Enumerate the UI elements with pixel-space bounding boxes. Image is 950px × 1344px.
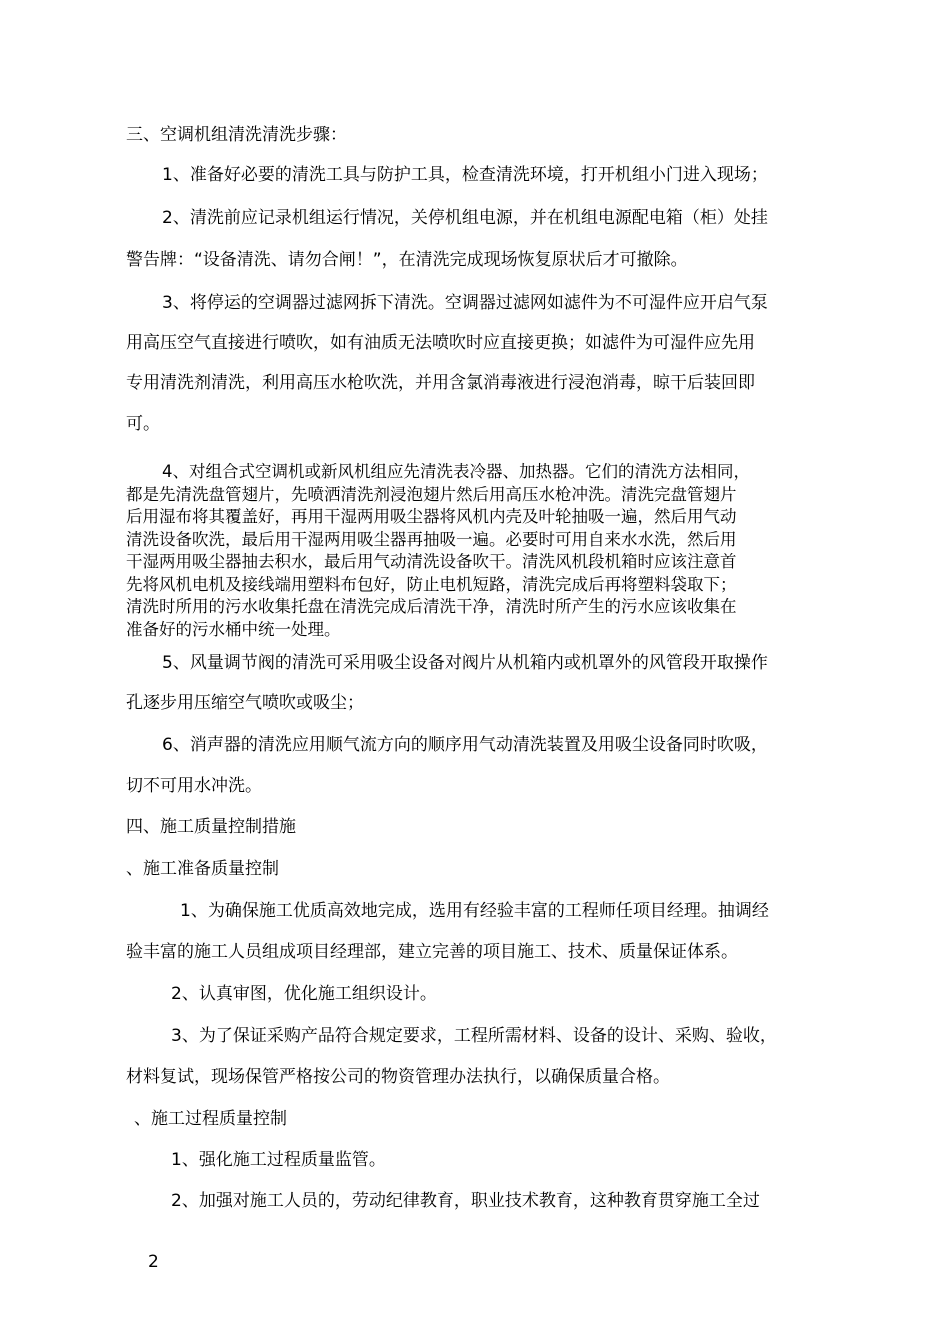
- paragraph-step-4-line-3: 后用湿布将其覆盖好，再用干湿两用吸尘器将风机内壳及叶轮抽吸一遍，然后用气动: [126, 507, 737, 526]
- paragraph-step-4-line-5: 干湿两用吸尘器抽去积水，最后用气动清洗设备吹干。清洗风机段机箱时应该注意首: [126, 552, 737, 571]
- paragraph-step-5-line-2: 孔逐步用压缩空气喷吹或吸尘；: [126, 693, 364, 713]
- paragraph-step-4-line-7: 清洗时所用的污水收集托盘在清洗完成后清洗干净，清洗时所产生的污水应该收集在: [126, 597, 737, 616]
- paragraph-step-1: 1、准备好必要的清洗工具与防护工具，检查清洗环境，打开机组小门进入现场；: [162, 165, 768, 185]
- subsection-heading-prep: 、施工准备质量控制: [126, 859, 279, 879]
- paragraph-item-3-line-2: 材料复试，现场保管严格按公司的物资管理办法执行，以确保质量合格。: [126, 1067, 670, 1087]
- paragraph-item-3-line-1: 3、为了保证采购产品符合规定要求，工程所需材料、设备的设计、采购、验收，: [171, 1026, 777, 1046]
- paragraph-step-4-line-4: 清洗设备吹洗，最后用干湿两用吸尘器再抽吸一遍。必要时可用自来水水洗，然后用: [126, 530, 737, 549]
- page-number: 2: [148, 1252, 159, 1272]
- paragraph-item-2: 2、认真审图，优化施工组织设计。: [171, 984, 437, 1004]
- paragraph-item-4: 1、强化施工过程质量监管。: [171, 1150, 386, 1170]
- paragraph-step-4-line-2: 都是先清洗盘管翅片，先喷洒清洗剂浸泡翅片然后用高压水枪冲洗。清洗完盘管翅片: [126, 485, 737, 504]
- paragraph-step-4-line-8: 准备好的污水桶中统一处理。: [126, 620, 341, 639]
- paragraph-step-5-line-1: 5、风量调节阀的清洗可采用吸尘设备对阀片从机箱内或机罩外的风管段开取操作: [162, 653, 768, 673]
- paragraph-step-2-line-1: 2、清洗前应记录机组运行情况，关停机组电源，并在机组电源配电箱（柜）处挂: [162, 208, 768, 228]
- paragraph-item-1-line-1: 1、为确保施工优质高效地完成，选用有经验丰富的工程师任项目经理。抽调经: [180, 901, 769, 921]
- paragraph-step-4-line-6: 先将风机电机及接线端用塑料布包好，防止电机短路，清洗完成后再将塑料袋取下；: [126, 575, 737, 594]
- paragraph-step-3-line-2: 用高压空气直接进行喷吹，如有油质无法喷吹时应直接更换；如滤件为可湿件应先用: [126, 333, 755, 353]
- section-heading-4: 四、施工质量控制措施: [126, 817, 296, 837]
- paragraph-step-3-line-4: 可。: [126, 414, 160, 434]
- paragraph-step-2-line-2: 警告牌：“设备清洗、请勿合闸！”，在清洗完成现场恢复原状后才可撤除。: [126, 250, 688, 270]
- paragraph-step-3-line-3: 专用清洗剂清洗，利用高压水枪吹洗，并用含氯消毒液进行浸泡消毒，晾干后装回即: [126, 373, 755, 393]
- paragraph-item-5: 2、加强对施工人员的，劳动纪律教育，职业技术教育，这种教育贯穿施工全过: [171, 1191, 760, 1211]
- subsection-heading-process: 、施工过程质量控制: [134, 1109, 287, 1129]
- paragraph-step-3-line-1: 3、将停运的空调器过滤网拆下清洗。空调器过滤网如滤件为不可湿件应开启气泵: [162, 293, 768, 313]
- paragraph-item-1-line-2: 验丰富的施工人员组成项目经理部，建立完善的项目施工、技术、质量保证体系。: [126, 942, 738, 962]
- section-heading-3: 三、空调机组清洗清洗步骤：: [126, 125, 347, 145]
- paragraph-step-4-line-1: 4、对组合式空调机或新风机组应先清洗表冷器、加热器。它们的清洗方法相同，: [162, 462, 750, 481]
- paragraph-step-6-line-1: 6、消声器的清洗应用顺气流方向的顺序用气动清洗装置及用吸尘设备同时吹吸，: [162, 735, 768, 755]
- paragraph-step-6-line-2: 切不可用水冲洗。: [126, 776, 262, 796]
